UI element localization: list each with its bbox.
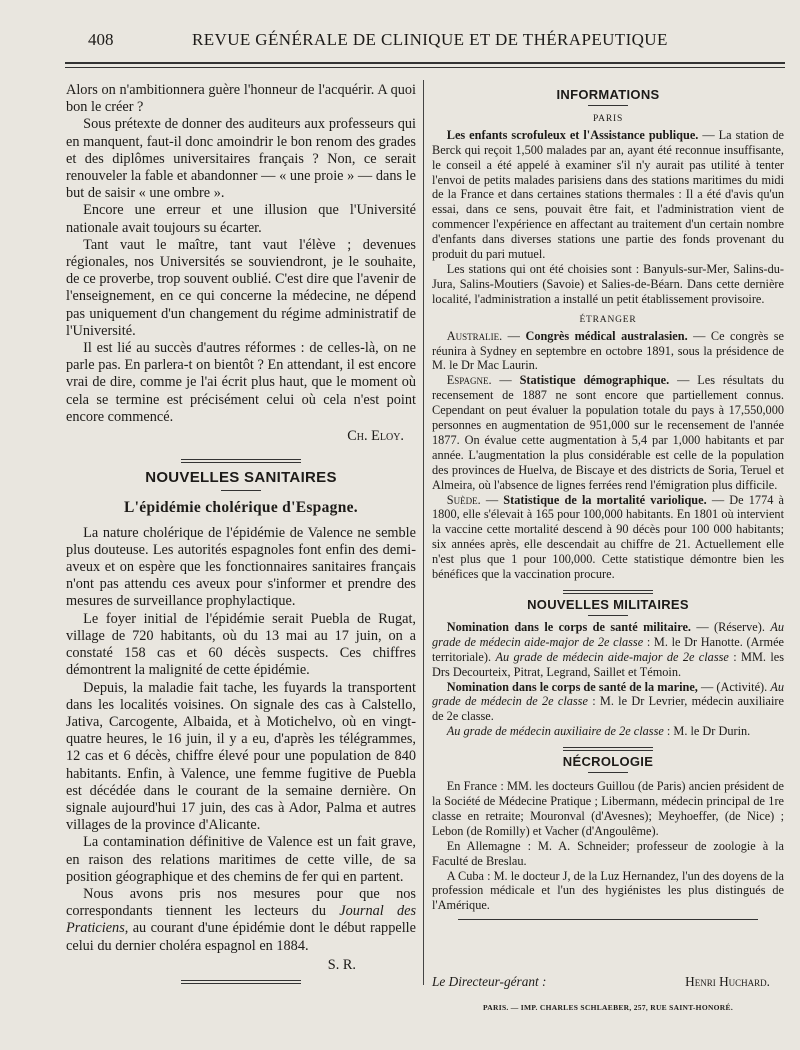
director-line: Le Directeur-gérant : Henri Huchard. [432, 974, 770, 989]
subsection-title: L'épidémie cholérique d'Espagne. [124, 499, 358, 517]
place-label-paris: PARIS [592, 113, 624, 124]
news-item: Suède. — Statistique de la mortalité variolique. — De 1774 à 1800, elle s'élevait à 165 pour 100,000 habitants. En 1801 où intervient la vaccine cette mortalité descend à 90 décès pour 100 000 habitants; six années après, elle descendait au chiffre de 21. Actuellement elle n'est plus que 1 pour 100,000. Cette statistique démontre bien les bénéfices que la vaccination procure. [432, 492, 784, 582]
end-separator [432, 919, 784, 920]
section-title-necrologie: NÉCROLOGIE [562, 754, 654, 770]
paragraph: La nature cholérique de l'épidémie de Valence ne semble plus douteuse. Les autorités espagnoles font enfin des demi-aveux et on espère que les fonctionnaires sanitaires français n'ont pas attendu ces aveux pour s'informer et prendre des mesures de surveillance prophylactique. [66, 524, 416, 610]
left-column [66, 82, 416, 984]
news-item: Au grade de médecin auxiliaire de 2e classe : M. le Dr Durin. [446, 724, 751, 739]
news-item: Les stations qui ont été choisies sont : Banyuls-sur-Mer, Salins-du-Jura, Salins-Moutiers (Savoie) et Salies-de-Béarn. Dans cette dernière localité, l'administration a installé un petit établissement provisoire. [432, 261, 784, 306]
paragraph: Le foyer initial de l'épidémie serait Puebla de Rugat, village de 720 habitants, où du 13 mai au 17 juin, on a constaté 158 cas et 60 décès suspects. Ces chiffres démontrent la malignité de cette épidémie. [66, 610, 416, 679]
section-title-militaires: NOUVELLES MILITAIRES [527, 597, 689, 612]
news-item: Australie. — Congrès médical australasien. — Ce congrès se réunira à Sydney en septembre en octobre 1891, sous la présidence de M. le Dr Mac Laurin. [432, 328, 784, 373]
column-divider [423, 80, 424, 985]
section-separator [432, 747, 784, 751]
news-item: Nomination dans le corps de santé militaire. — (Réserve). Au grade de médecin aide-major de 2e classe : M. le Dr Hanotte. (Armée territoriale). Au grade de médecin aide-major de 2e classe : MM. les Drs Decourteix, Pitrat, Legrand, Saillet et Témoin. [432, 619, 784, 679]
paragraph: La contamination définitive de Valence est un fait grave, en raison des relations maritimes de cette ville, de sa position géographique et des chemins de fer qui en partent. [66, 834, 416, 885]
paragraph: Sous prétexte de donner des auditeurs aux professeurs qui en manquent, faut-il donc amoindrir le bon renom des grades et des diplômes universitaires français ? Non, ce serait renouveler la fable et abandonner — « une proie » — dans le but de saisir « une ombre ». [66, 116, 416, 202]
paragraph: Depuis, la maladie fait tache, les fuyards la transportent dans les localités voisines. On signale des cas à Calstello, Jativa, Carcogente, Albaida, et à Motichelvo, où en vingt-quatre heures, le 16 juin, il y a eu, d'après les télégrammes, 12 cas et 6 décès, chiffre élevé pour une population de 840 habitants. Enfin, à Valence, une femme fugitive de Puebla est décédée dans le courant de la semaine dernière. On signale aujourd'hui 17 juin, des cas à Ador, Palma et autres villages de la province d'Alicante. [66, 679, 416, 834]
paragraph: Alors on n'ambitionnera guère l'honneur de l'acquérir. A quoi bon le créer ? [66, 82, 416, 116]
right-column [432, 82, 784, 920]
header-rule-thin [65, 67, 785, 68]
section-separator [66, 459, 416, 463]
title-underline [432, 105, 784, 106]
running-title: REVUE GÉNÉRALE DE CLINIQUE ET DE THÉRAPEUTIQUE [192, 30, 668, 49]
news-item: Nomination dans le corps de santé de la marine, — (Activité). Au grade de médecin de 2e classe : M. le Dr Levrier, médecin auxiliaire de 2e classe. [432, 679, 784, 724]
section-title-sanitaires: NOUVELLES SANITAIRES [145, 469, 337, 487]
page-number: 408 [88, 30, 114, 49]
author-signature: Ch. Eloy. [347, 428, 404, 445]
director-name: Henri Huchard. [685, 974, 770, 989]
section-separator [432, 590, 784, 594]
obituary-item: En Allemagne : M. A. Schneider; professeur de zoologie à la Faculté de Breslau. [432, 838, 784, 868]
obituary-item: En France : MM. les docteurs Guillou (de Paris) ancien président de la Société de Médecine Pratique ; Libermann, médecin principal de 1re classe en retraite; Mouronval (d'Avesnes); Meyhoeffer, (de Nice) ; Lebon (de Romilly) et Vacher (d'Angoulême). [432, 779, 784, 838]
title-underline [432, 615, 784, 616]
printer-imprint: PARIS. — IMP. CHARLES SCHLAEBER, 257, RUE SAINT-HONORÉ. [482, 1003, 733, 1012]
title-underline [66, 490, 416, 491]
paragraph: Encore une erreur et une illusion que l'Université nationale avait toujours su écarter. [66, 202, 416, 236]
section-signature: S. R. [327, 956, 356, 973]
title-underline [432, 772, 784, 773]
section-title-informations: INFORMATIONS [556, 87, 660, 102]
header-rule-thick [65, 62, 785, 64]
news-item: Espagne. — Statistique démographique. — Les résultats du recensement de 1887 ne sont encore que partiellement connus. Cependant on peut évaluer la population totale du pays à 17,550,000 personnes en augmentation de 951,000 sur le recensement de l'année 1877. On évalue cette augmentation à 5,4 par 1,000 habitants et par année. L'augmentation la plus considérable est celle de la population des provinces de Huelva, de Biscaye et des districts de Soria, Teruel et Almeira, où l'absence de lignes ferrées rend l'émigration plus difficile. [432, 373, 784, 492]
obituary-item: A Cuba : M. le docteur J, de la Luz Hernandez, l'un des doyens de la profession médicale et l'un des hygiénistes les plus distingués de l'Amérique. [432, 868, 784, 913]
paragraph: Nous avons pris nos mesures pour que nos correspondants tiennent les lecteurs du Journal des Praticiens, au courant d'une épidémie dont le début rappelle celui du dernier choléra espagnol en 1884. [66, 885, 417, 954]
paragraph: Il est lié au succès d'autres réformes : de celles-là, on ne parle pas. En parlera-t on bientôt ? En attendant, il est encore vrai de dire, comme je l'ai écrit plus haut, que le moment où cela se termine est précisément celui où cela n'est point encore commencé. [66, 340, 416, 425]
news-item: Les enfants scrofuleux et l'Assistance publique. — La station de Berck qui reçoit 1,500 malades par an, ayant été reconnue insuffisante, le conseil a été appelé à examiner s'il n'y aurait pas utilité à tenter l'envoi de petits malades parisiens dans des stations maritimes du midi de la France et dans certaines stations thermales : Il a été d'avis qu'un essai, dans ce sens, pouvait être fait, et l'administration vient de commencer l'expérience en affectant au traitement d'un certain nombre d'enfants dans diverses stations une partie des fonds provenant du produit du pari mutuel. [432, 127, 784, 262]
journal-title: Journal des Praticiens [66, 903, 417, 937]
place-label-etranger: ÉTRANGER [579, 314, 637, 325]
end-separator [66, 980, 416, 984]
paragraph: Tant vaut le maître, tant vaut l'élève ; devenues régionales, nos Universités se souviendront, je le souhaite, de ce proverbe, trop souvent oublié. C'est dire que l'avenir de l'enseignement, en ce qui concerne la médecine, ne dépend pas uniquement d'un changement du régime administratif de l'Université. [66, 236, 416, 339]
